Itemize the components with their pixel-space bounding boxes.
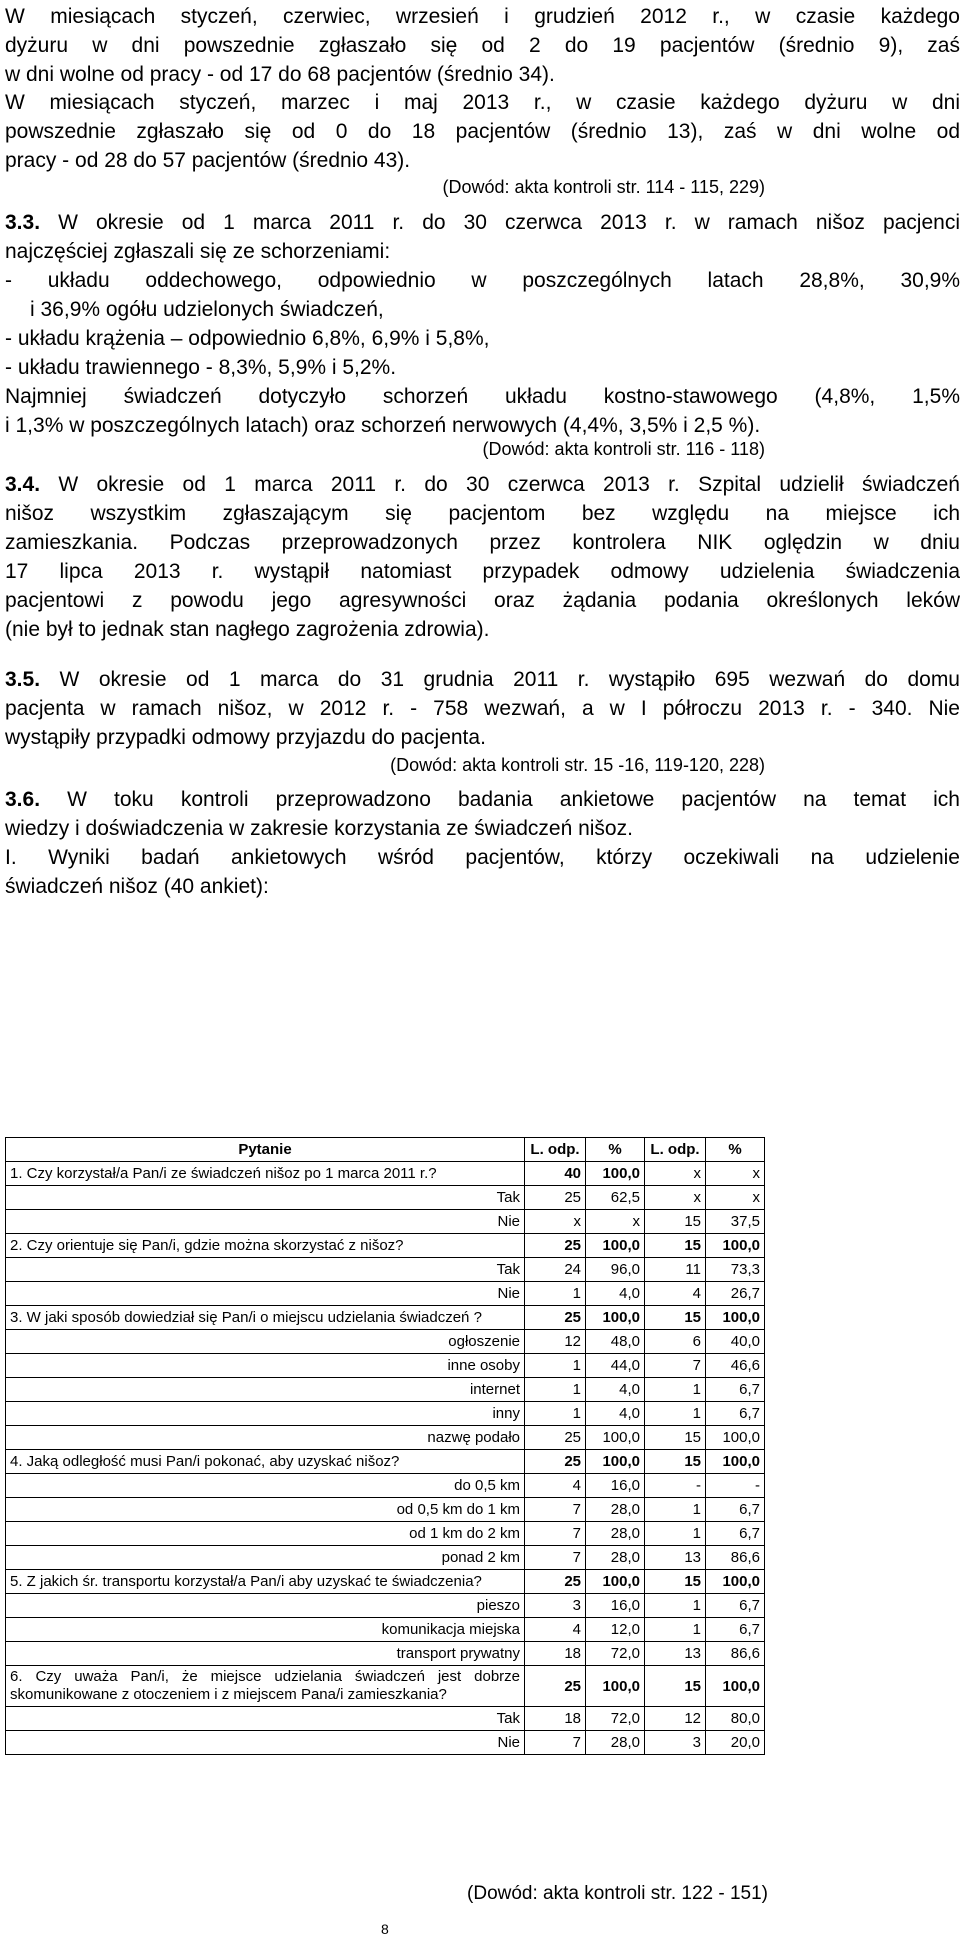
table-cell: 12 [525,1330,586,1354]
question-row [6,1570,765,1594]
section-number: 3.3. [5,211,41,234]
table-cell: 100,0 [706,1426,765,1450]
answer-row [6,1474,765,1498]
column-header: % [706,1138,765,1162]
text-line: W miesiącach styczeń, marzec i maj 2013 r., w czasie każdego dyżuru w dni [5,91,960,114]
answer-row [6,1426,765,1450]
table-cell: 100,0 [706,1306,765,1330]
table-cell: 4,0 [586,1282,645,1306]
table-cell: 100,0 [586,1450,645,1474]
text-line [5,665,960,694]
table-cell: 6,7 [706,1594,765,1618]
table-cell: 72,0 [586,1642,645,1666]
table-cell: 4 [645,1282,706,1306]
table-cell: 25 [525,1234,586,1258]
table-cell: 15 [645,1210,706,1234]
table-cell: 20,0 [706,1731,765,1755]
table-cell: 6,7 [706,1618,765,1642]
table-cell: 4,0 [586,1402,645,1426]
table-cell: 6 [645,1330,706,1354]
table-cell: x [586,1210,645,1234]
text-line: wystąpiły przypadki odmowy przyjazdu do pacjenta. [5,726,486,749]
question-label: 4. Jaką odległość musi Pan/i pokonać, aby uzyskać nišoz? [6,1450,525,1474]
answer-label: inny [6,1402,525,1426]
question-label: 5. Z jakich śr. transportu korzystał/a Pan/i aby uzyskać te świadczenia? [6,1570,525,1594]
survey-results-table [5,1137,765,1755]
table-cell: 15 [645,1450,706,1474]
text-line: najczęściej zgłaszali się ze schorzeniami: [5,240,391,263]
column-header: Pytanie [6,1138,525,1162]
answer-label: Tak [6,1186,525,1210]
answer-label: ogłoszenie [6,1330,525,1354]
table-cell: 73,3 [706,1258,765,1282]
table-cell: 100,0 [706,1234,765,1258]
answer-label: komunikacja miejska [6,1618,525,1642]
table-cell: 4 [525,1474,586,1498]
section-text: W okresie od 1 marca 2011 r. do 30 czerwca 2013 r. w ramach nišoz pacjenci [58,211,960,234]
answer-row [6,1186,765,1210]
table-cell: - [706,1474,765,1498]
text-line [5,470,960,499]
table-cell: 7 [525,1522,586,1546]
table-cell: 40 [525,1162,586,1186]
table-cell: 6,7 [706,1402,765,1426]
table-cell: 25 [525,1666,586,1707]
answer-row [6,1402,765,1426]
table-cell: 25 [525,1186,586,1210]
table-cell: 1 [645,1378,706,1402]
evidence-note: (Dowód: akta kontroli str. 116 - 118) [482,439,765,459]
table-cell: 1 [645,1522,706,1546]
table-cell: x [525,1210,586,1234]
answer-row [6,1378,765,1402]
question-label: 6. Czy uważa Pan/i, że miejsce udzielania świadczeń jest dobrze skomunikowane z otoczeniem i z miejscem Pana/i zamieszkania? [6,1666,525,1707]
page-number: 8 [381,1921,389,1937]
answer-row [6,1258,765,1282]
table-cell: 6,7 [706,1522,765,1546]
table-cell: 15 [645,1234,706,1258]
text-line: (nie był to jednak stan nagłego zagrożenia zdrowia). [5,618,490,641]
table-cell: 100,0 [586,1666,645,1707]
section-3-6 [5,785,960,901]
table-cell: 86,6 [706,1642,765,1666]
text-line: W miesiącach styczeń, czerwiec, wrzesień i grudzień 2012 r., w czasie każdego [5,5,960,28]
answer-label: pieszo [6,1594,525,1618]
table-cell: 44,0 [586,1354,645,1378]
question-row [6,1162,765,1186]
table-cell: 1 [645,1402,706,1426]
answer-label: transport prywatny [6,1642,525,1666]
answer-row [6,1594,765,1618]
answer-label: Tak [6,1707,525,1731]
list-item: - układu krążenia – odpowiednio 6,8%, 6,9% i 5,8%, [5,327,490,350]
text-line: powszednie zgłaszało się od 0 do 18 pacjentów (średnio 13), zaś w dni wolne od [5,120,960,143]
table-cell: 28,0 [586,1522,645,1546]
table-cell: 7 [645,1354,706,1378]
answer-label: od 1 km do 2 km [6,1522,525,1546]
table-cell: 1 [525,1378,586,1402]
text-line: wiedzy i doświadczenia w zakresie korzystania ze świadczeń nišoz. [5,817,633,840]
table-cell: 7 [525,1498,586,1522]
answer-row [6,1354,765,1378]
text-line [5,785,960,814]
answer-row [6,1731,765,1755]
table-cell: 1 [525,1354,586,1378]
table-cell: 100,0 [706,1666,765,1707]
section-number: 3.4. [5,473,41,496]
table-cell: 3 [525,1594,586,1618]
table-cell: x [706,1186,765,1210]
text-line: zamieszkania. Podczas przeprowadzonych przez kontrolera NIK oględzin w dniu [5,531,960,554]
text-line: dyżuru w dni powszednie zgłaszało się od 2 do 19 pacjentów (średnio 9), zaś [5,34,960,57]
table-cell: 6,7 [706,1378,765,1402]
evidence-note: (Dowód: akta kontroli str. 15 -16, 119-120, 228) [390,755,765,775]
section-text: W okresie od 1 marca 2011 r. do 30 czerwca 2013 r. Szpital udzielił świadczeń [58,473,960,496]
text-line: Najmniej świadczeń dotyczyło schorzeń układu kostno-stawowego (4,8%, 1,5% [5,385,960,408]
table-cell: 26,7 [706,1282,765,1306]
question-label: 3. W jaki sposób dowiedział się Pan/i o miejscu udzielania świadczeń ? [6,1306,525,1330]
section-3-5 [5,665,960,752]
text-line: i 1,3% w poszczególnych latach) oraz schorzeń nerwowych (4,4%, 3,5% i 2,5 %). [5,414,761,437]
answer-label: Tak [6,1258,525,1282]
table-header-row [6,1138,765,1162]
table-cell: 100,0 [706,1570,765,1594]
table-cell: 4 [525,1618,586,1642]
answer-row [6,1522,765,1546]
table-cell: 7 [525,1731,586,1755]
table-cell: 28,0 [586,1498,645,1522]
table-cell: 72,0 [586,1707,645,1731]
question-label: 2. Czy orientuje się Pan/i, gdzie można skorzystać z nišoz? [6,1234,525,1258]
question-row [6,1306,765,1330]
table-cell: 1 [525,1282,586,1306]
table-cell: 40,0 [706,1330,765,1354]
section-text: W toku kontroli przeprowadzono badania ankietowe pacjentów na temat ich [67,788,960,811]
list-item-continuation: i 36,9% ogółu udzielonych świadczeń, [30,298,384,321]
table-cell: x [645,1162,706,1186]
answer-label: nazwę podało [6,1426,525,1450]
answer-row [6,1210,765,1234]
table-cell: 100,0 [706,1450,765,1474]
table-cell: 15 [645,1666,706,1707]
answer-row [6,1642,765,1666]
question-row [6,1666,765,1707]
list-item: - układu oddechowego, odpowiednio w poszczególnych latach 28,8%, 30,9% [5,269,960,292]
table-cell: 15 [645,1570,706,1594]
column-header: L. odp. [525,1138,586,1162]
table-cell: 1 [645,1498,706,1522]
answer-label: do 0,5 km [6,1474,525,1498]
table-cell: 25 [525,1426,586,1450]
table-cell: 100,0 [586,1234,645,1258]
table-cell: 1 [525,1402,586,1426]
list-item: - układu trawiennego - 8,3%, 5,9% i 5,2%. [5,356,397,379]
answer-row [6,1330,765,1354]
question-label: 1. Czy korzystał/a Pan/i ze świadczeń nišoz po 1 marca 2011 r.? [6,1162,525,1186]
text-line: I. Wyniki badań ankietowych wśród pacjentów, którzy oczekiwali na udzielenie [5,846,960,869]
table-cell: 100,0 [586,1306,645,1330]
table-cell: 13 [645,1642,706,1666]
table-cell: 100,0 [586,1162,645,1186]
answer-label: Nie [6,1210,525,1234]
table-cell: 24 [525,1258,586,1282]
question-row [6,1450,765,1474]
table-cell: 100,0 [586,1570,645,1594]
table-cell: 86,6 [706,1546,765,1570]
table-cell: 25 [525,1450,586,1474]
table-cell: 1 [645,1618,706,1642]
table-cell: 62,5 [586,1186,645,1210]
answer-row [6,1618,765,1642]
table-cell: x [706,1162,765,1186]
text-line: 17 lipca 2013 r. wystąpił natomiast przypadek odmowy udzielenia świadczenia [5,560,960,583]
answer-label: od 0,5 km do 1 km [6,1498,525,1522]
table-cell: 11 [645,1258,706,1282]
text-line: w dni wolne od pracy - od 17 do 68 pacjentów (średnio 34). [5,63,555,86]
answer-row [6,1707,765,1731]
text-line: pacjentowi z powodu jego agresywności oraz żądania podania określonych leków [5,589,960,612]
answer-row [6,1498,765,1522]
text-line: pacjenta w ramach nišoz, w 2012 r. - 758 wezwań, a w I półroczu 2013 r. - 340. Nie [5,697,960,720]
table-cell: 46,6 [706,1354,765,1378]
table-cell: 1 [645,1594,706,1618]
table-cell: 16,0 [586,1474,645,1498]
answer-label: internet [6,1378,525,1402]
table-cell: 12 [645,1707,706,1731]
paragraph-2012-patients [5,2,960,89]
table-cell: 25 [525,1306,586,1330]
table-cell: 13 [645,1546,706,1570]
answer-row [6,1282,765,1306]
section-number: 3.5. [5,668,41,691]
table-cell: 96,0 [586,1258,645,1282]
table-cell: 12,0 [586,1618,645,1642]
text-line: świadczeń nišoz (40 ankiet): [5,875,269,898]
table-cell: 18 [525,1642,586,1666]
question-row [6,1234,765,1258]
table-cell: x [645,1186,706,1210]
table-cell: 6,7 [706,1498,765,1522]
table-cell: 15 [645,1426,706,1450]
text-line [5,208,960,237]
table-cell: 48,0 [586,1330,645,1354]
answer-label: Nie [6,1282,525,1306]
section-text: W okresie od 1 marca do 31 grudnia 2011 r. wystąpiło 695 wezwań do domu [59,668,960,691]
answer-label: inne osoby [6,1354,525,1378]
answer-row [6,1546,765,1570]
text-line: pracy - od 28 do 57 pacjentów (średnio 43). [5,149,411,172]
table-cell: 15 [645,1306,706,1330]
section-3-4 [5,470,960,644]
survey-table-body [6,1162,765,1755]
column-header: L. odp. [645,1138,706,1162]
table-cell: 80,0 [706,1707,765,1731]
table-cell: 18 [525,1707,586,1731]
table-cell: 7 [525,1546,586,1570]
answer-label: ponad 2 km [6,1546,525,1570]
section-3-3 [5,208,960,440]
table-cell: 37,5 [706,1210,765,1234]
table-cell: 100,0 [586,1426,645,1450]
section-number: 3.6. [5,788,41,811]
table-cell: 3 [645,1731,706,1755]
answer-label: Nie [6,1731,525,1755]
table-cell: 16,0 [586,1594,645,1618]
table-cell: 25 [525,1570,586,1594]
column-header: % [586,1138,645,1162]
evidence-note: (Dowód: akta kontroli str. 122 - 151) [467,1883,768,1904]
text-line: nišoz wszystkim zgłaszającym się pacjentom bez względu na miejsce ich [5,502,960,525]
paragraph-2013-patients [5,88,960,175]
table-cell: 28,0 [586,1731,645,1755]
table-cell: 28,0 [586,1546,645,1570]
table-cell: 4,0 [586,1378,645,1402]
table-cell: - [645,1474,706,1498]
evidence-note: (Dowód: akta kontroli str. 114 - 115, 229) [442,177,765,197]
